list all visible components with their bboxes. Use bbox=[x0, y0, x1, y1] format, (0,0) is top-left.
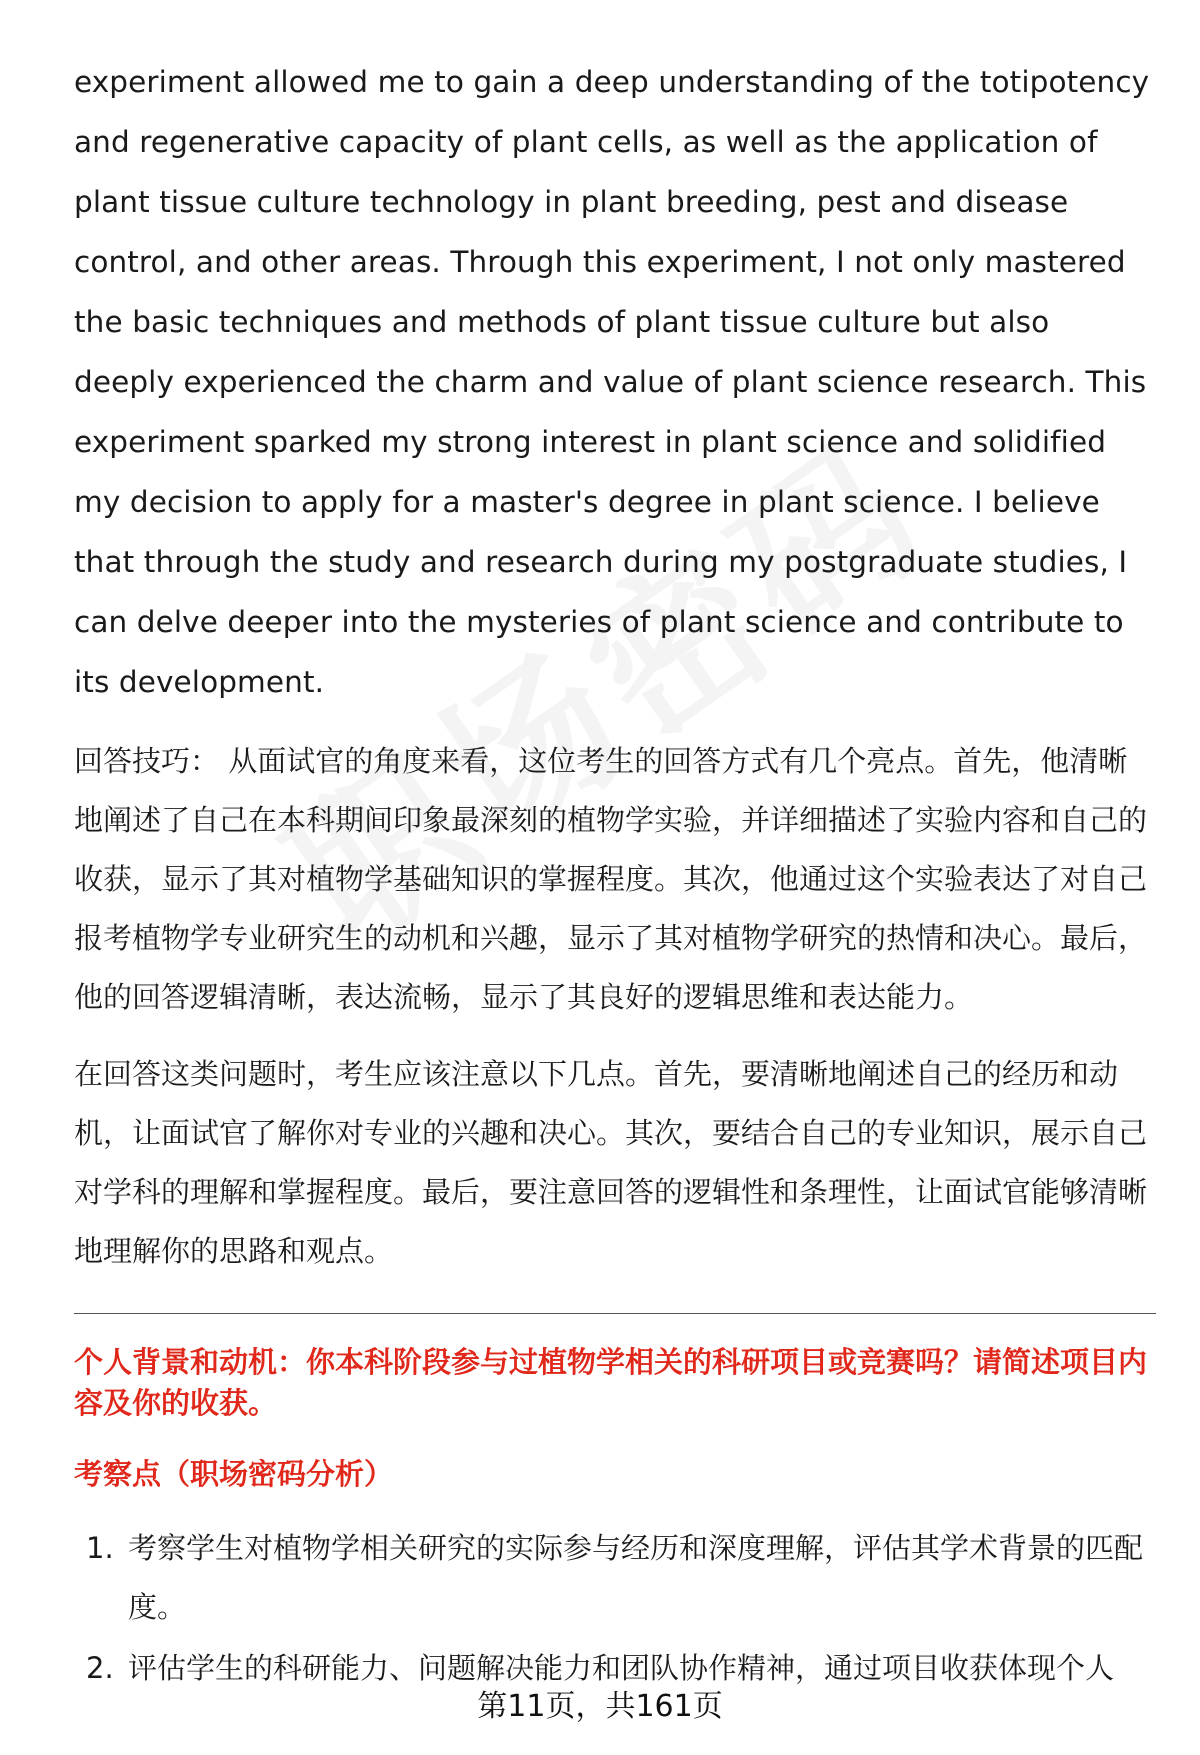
assessment-title: 考察点（职场密码分析） bbox=[74, 1457, 394, 1491]
assessment-list bbox=[74, 1519, 1154, 1698]
section-divider bbox=[74, 1313, 1156, 1314]
list-item-text: 考察学生对植物学相关研究的实际参与经历和深度理解，评估其学术背景的匹配度。 bbox=[128, 1531, 1144, 1624]
document-page bbox=[74, 52, 1154, 1700]
page-footer: 第11页，共161页 bbox=[477, 1689, 723, 1724]
list-item bbox=[74, 1519, 1154, 1637]
list-item-number: 1. bbox=[86, 1531, 114, 1565]
advice-paragraph: 在回答这类问题时，考生应该注意以下几点。首先，要清晰地阐述自己的经历和动机，让面试官了解你对专业的兴趣和决心。其次，要结合自己的专业知识，展示自己对学科的理解和掌握程度。最后，要注意回答的逻辑性和条理性，让面试官能够清晰地理解你的思路和观点。 bbox=[74, 1057, 1148, 1268]
question-title: 个人背景和动机：你本科阶段参与过植物学相关的科研项目或竞赛吗？请简述项目内容及你的收获。 bbox=[74, 1345, 1148, 1420]
list-item-number: 2. bbox=[86, 1651, 114, 1685]
answer-tips-paragraph: 回答技巧： 从面试官的角度来看，这位考生的回答方式有几个亮点。首先，他清晰地阐述了自己在本科期间印象最深刻的植物学实验，并详细描述了实验内容和自己的收获，显示了其对植物学基础知识的掌握程度。其次，他通过这个实验表达了对自己报考植物学专业研究生的动机和兴趣，显示了其对植物学研究的热情和决心。最后，他的回答逻辑清晰，表达流畅，显示了其良好的逻辑思维和表达能力。 bbox=[74, 744, 1148, 1014]
english-paragraph: experiment allowed me to gain a deep understanding of the totipotency and regenerative capacity of plant cells, as well as the application of plant tissue culture technology in plant breeding, pest and disease control, and other areas. Through this experiment, I not only mastered the basic techniques and methods of plant tissue culture but also deeply experienced the charm and value of plant science research. This experiment sparked my strong interest in plant science and solidified my decision to apply for a master's degree in plant science. I believe that through the study and research during my postgraduate studies, I can delve deeper into the mysteries of plant science and contribute to its development. bbox=[74, 65, 1150, 699]
list-item-text: 评估学生的科研能力、问题解决能力和团队协作精神，通过项目收获体现个人 bbox=[128, 1651, 1115, 1685]
